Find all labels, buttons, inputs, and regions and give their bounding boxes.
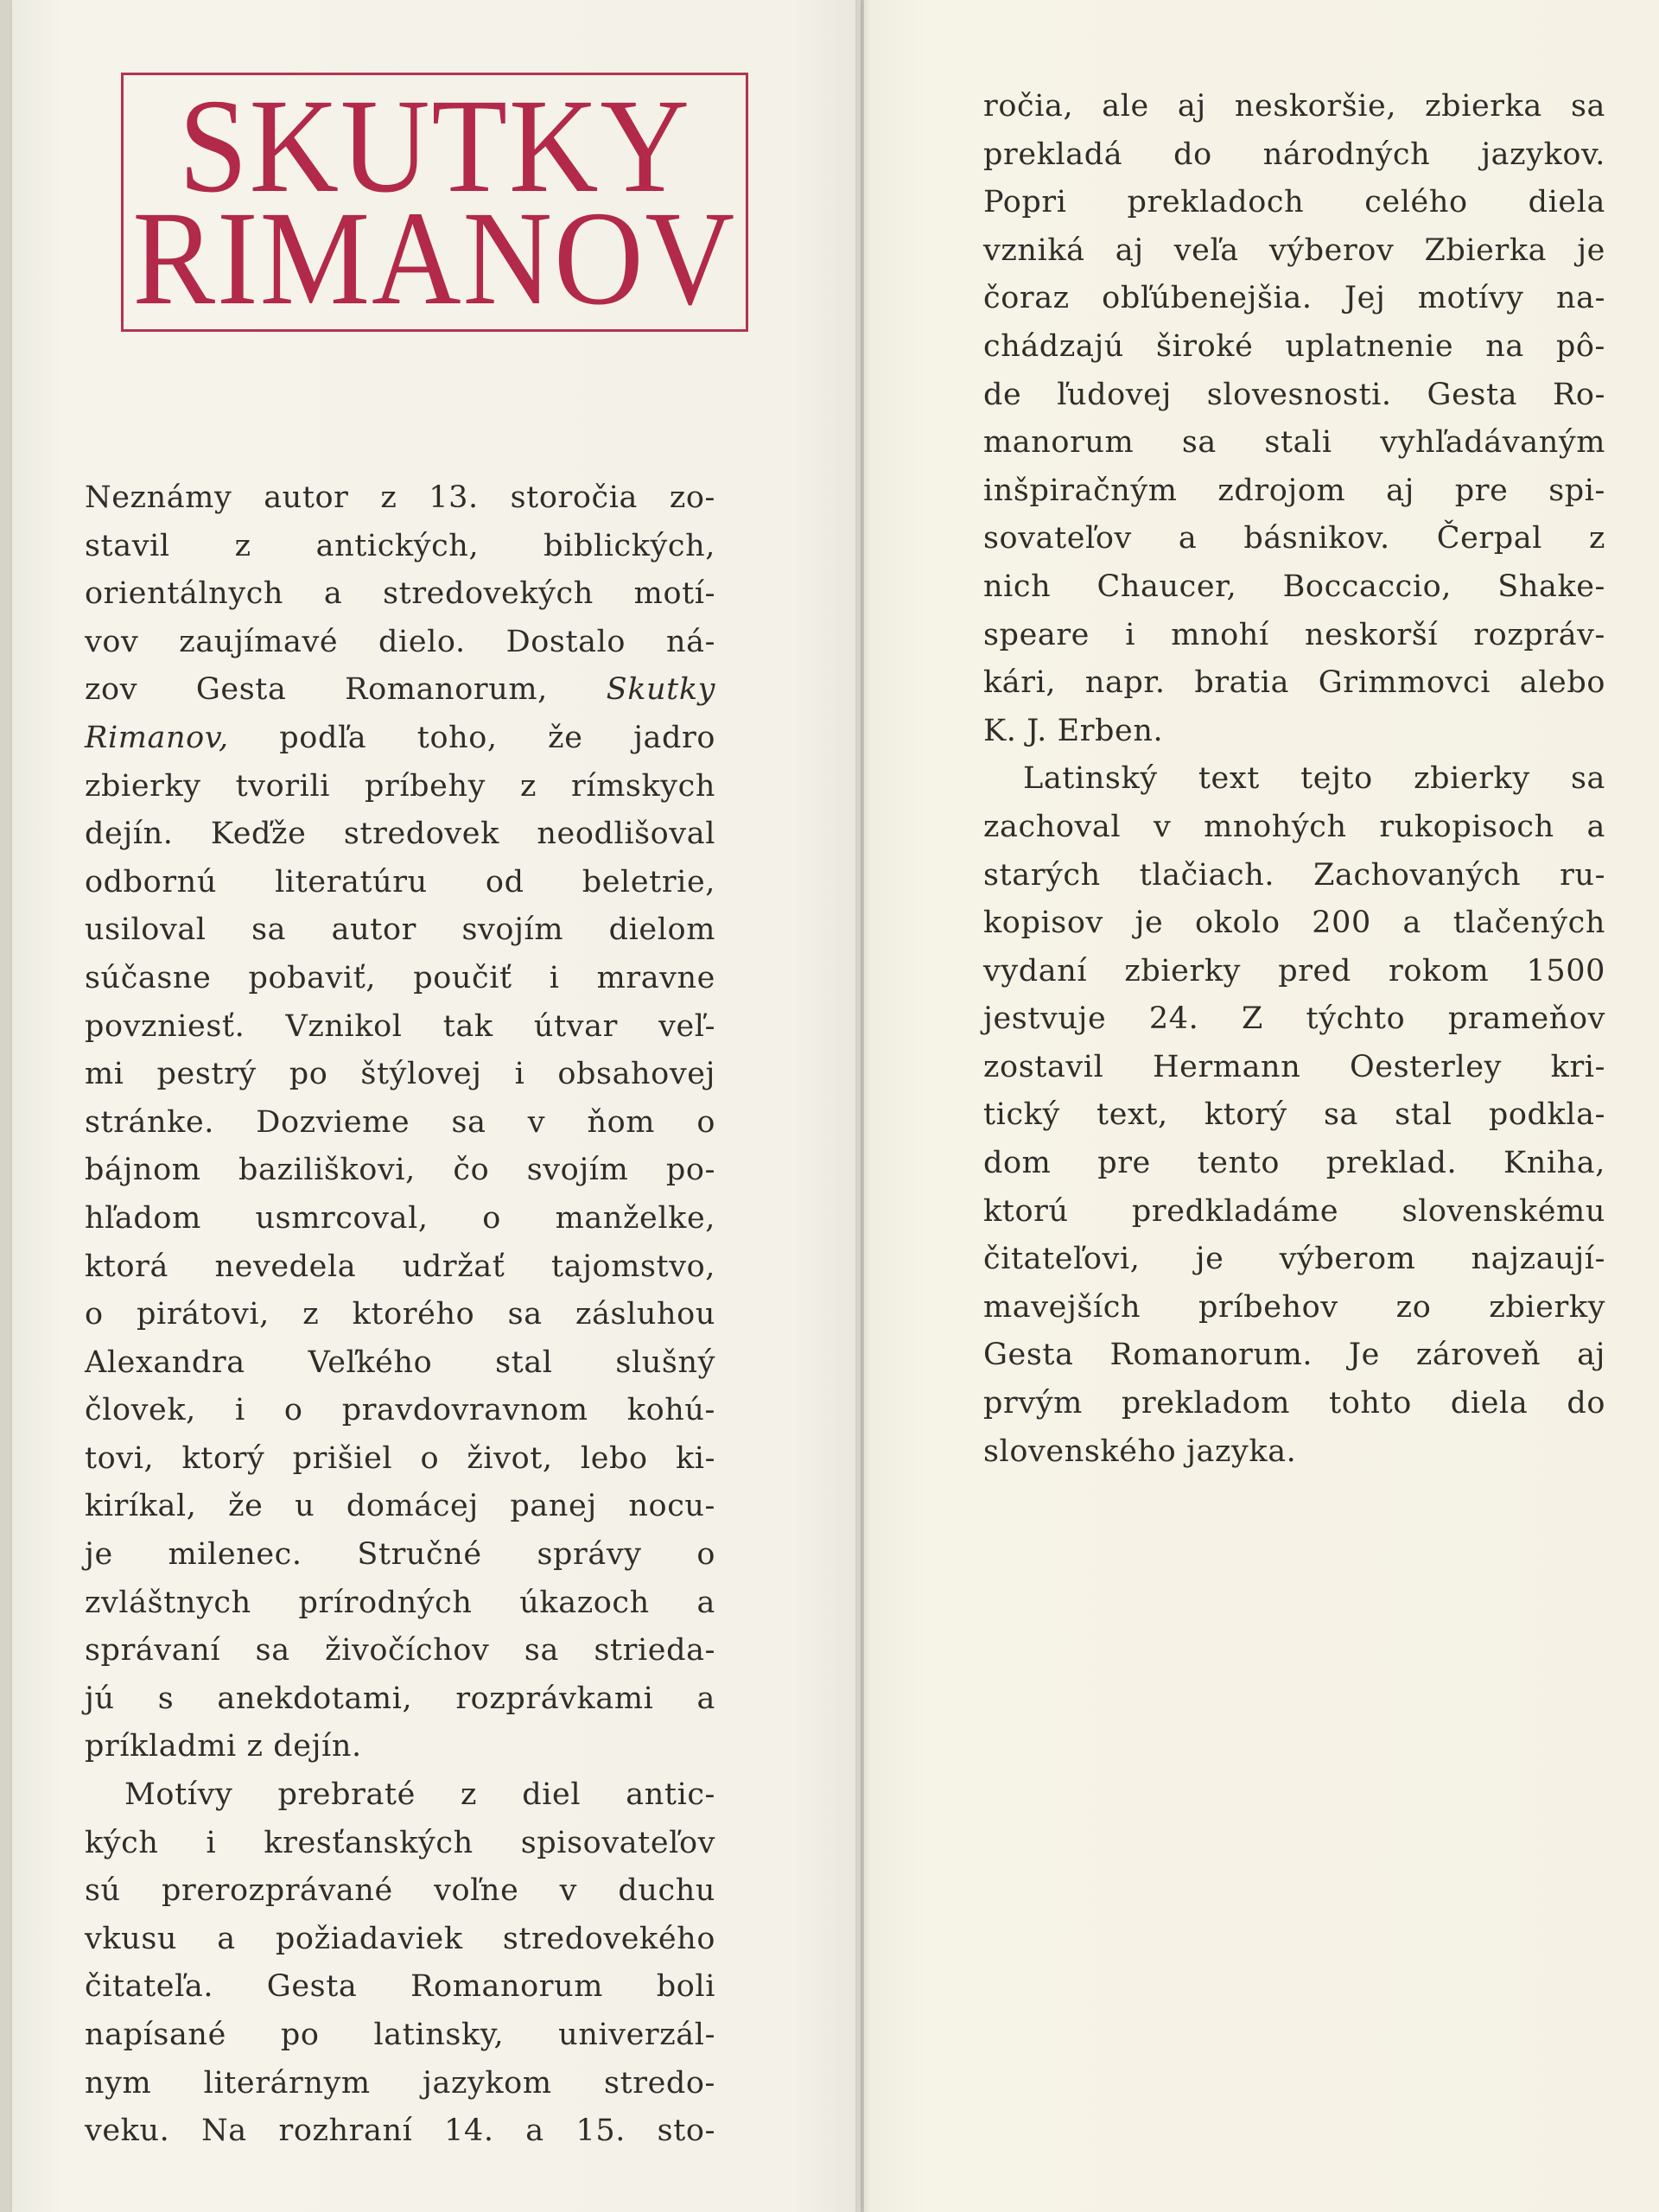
text-line: kári, napr. bratia Grimmovci alebo (983, 665, 1605, 701)
text-line: de ľudovej slovesnosti. Gesta Ro- (983, 377, 1605, 412)
text-line: nich Chaucer, Boccaccio, Shake- (983, 569, 1605, 604)
text-line: Motívy prebraté z diel antic- (124, 1777, 715, 1813)
text-line: Rimanov, podľa toho, že jadro (85, 720, 715, 755)
left-paragraph-2 (85, 1771, 715, 2156)
text-line: bájnom baziliškovi, čo svojím po- (85, 1153, 715, 1188)
text-line: napísané po latinsky, univerzál- (85, 2018, 715, 2052)
text-line: vkusu a požiadaviek stredovekého (85, 1921, 715, 1956)
text-line: tický text, ktorý sa stal podkla- (983, 1097, 1605, 1133)
text-line: dom pre tento preklad. Kniha, (983, 1146, 1605, 1181)
text-line: vydaní zbierky pred rokom 1500 (983, 953, 1605, 988)
text-line: jú s anekdotami, rozprávkami a (85, 1681, 715, 1716)
text-line: Gesta Romanorum. Je zároveň aj (983, 1338, 1605, 1373)
text-line: o pirátovi, z ktorého sa zásluhou (85, 1297, 715, 1332)
text-line: dejín. Keďže stredovek neodlišoval (85, 817, 715, 852)
text-line: ktorú predkladáme slovenskému (983, 1193, 1605, 1229)
text-line: stavil z antických, biblických, (85, 528, 715, 563)
text-line: vzniká aj veľa výberov Zbierka je (983, 232, 1605, 268)
text-line: príkladmi z dejín. (85, 1729, 362, 1764)
text-line: ročia, ale aj neskoršie, zbierka sa (983, 89, 1605, 124)
text-line: speare i mnohí neskorší rozpráv- (983, 617, 1605, 652)
text-line: zachoval v mnohých rukopisoch a (983, 809, 1605, 844)
text-line: hľadom usmrcoval, o manželke, (85, 1200, 715, 1236)
text-line: mi pestrý po štýlovej i obsahovej (85, 1057, 715, 1092)
text-line: prvým prekladom tohto diela do (983, 1386, 1605, 1421)
book-title-box (121, 73, 748, 332)
text-line: Latinský text tejto zbierky sa (1023, 761, 1605, 797)
text-line: mavejších príbehov zo zbierky (983, 1289, 1605, 1325)
text-line: kých i kresťanských spisovateľov (85, 1825, 715, 1860)
text-line: čitateľovi, je výberom najzaují- (983, 1242, 1605, 1277)
text-line: Alexandra Veľkého stal slušný (85, 1344, 715, 1380)
text-line: ktorá nevedela udržať tajomstvo, (85, 1249, 715, 1284)
title-line-1: SKUTKY (178, 71, 691, 220)
text-line: slovenského jazyka. (983, 1433, 1297, 1469)
text-line: Neznámy autor z 13. storočia zo- (85, 480, 715, 515)
text-line: sovateľov a básnikov. Čerpal z (983, 521, 1605, 556)
text-line: kopisov je okolo 200 a tlačených (983, 906, 1605, 941)
text-line: K. J. Erben. (983, 713, 1164, 748)
text-line: zov Gesta Romanorum, Skutky (85, 672, 715, 708)
text-line: človek, i o pravdovravnom kohú- (85, 1393, 715, 1428)
text-line: stránke. Dozvieme sa v ňom o (85, 1104, 715, 1140)
right-paragraph-1 (983, 83, 1605, 755)
text-line: povzniesť. Vznikol tak útvar veľ- (85, 1008, 715, 1044)
text-line: manorum sa stali vyhľadávaným (983, 425, 1605, 461)
left-text-column (85, 474, 715, 2156)
text-line: Popri prekladoch celého diela (983, 185, 1605, 220)
text-line: prekladá do národných jazykov. (983, 137, 1605, 172)
text-line: je milenec. Stručné správy o (85, 1537, 715, 1573)
text-line: starých tlačiach. Zachovaných ru- (983, 857, 1605, 893)
text-line: jestvuje 24. Z týchto prameňov (983, 1001, 1605, 1037)
text-line: odbornú literatúru od beletrie, (85, 864, 715, 899)
text-line: sú prerozprávané voľne v duchu (85, 1873, 715, 1909)
text-line: súčasne pobaviť, poučiť i mravne (85, 960, 715, 995)
right-text-column (983, 83, 1605, 1476)
text-line: správaní sa živočíchov sa strieda- (85, 1633, 715, 1669)
text-line: chádzajú široké uplatnenie na pô- (983, 328, 1605, 364)
text-line: zbierky tvorili príbehy z rímskych (85, 768, 715, 804)
text-line: tovi, ktorý prišiel o život, lebo ki- (85, 1440, 715, 1476)
text-line: usiloval sa autor svojím dielom (85, 912, 715, 948)
text-line: veku. Na rozhraní 14. a 15. sto- (85, 2113, 715, 2149)
text-line: zostavil Hermann Oesterley kri- (983, 1049, 1605, 1084)
fold-shadow (855, 0, 871, 2212)
left-paragraph-1 (85, 474, 715, 1771)
text-line: vov zaujímavé dielo. Dostalo ná- (85, 624, 715, 659)
title-line-2: RIMANOV (132, 183, 737, 333)
text-line: kiríkal, že u domácej panej nocu- (85, 1489, 715, 1524)
text-line: čoraz obľúbenejšia. Jej motívy na- (983, 281, 1605, 316)
text-line: zvláštnych prírodných úkazoch a (85, 1585, 715, 1620)
right-paragraph-2 (983, 755, 1605, 1476)
text-line: inšpiračným zdrojom aj pre spi- (983, 473, 1605, 508)
text-line: nym literárnym jazykom stredo- (85, 2065, 715, 2101)
text-line: orientálnych a stredovekých motí- (85, 576, 715, 612)
text-line: čitateľa. Gesta Romanorum boli (85, 1969, 715, 2005)
